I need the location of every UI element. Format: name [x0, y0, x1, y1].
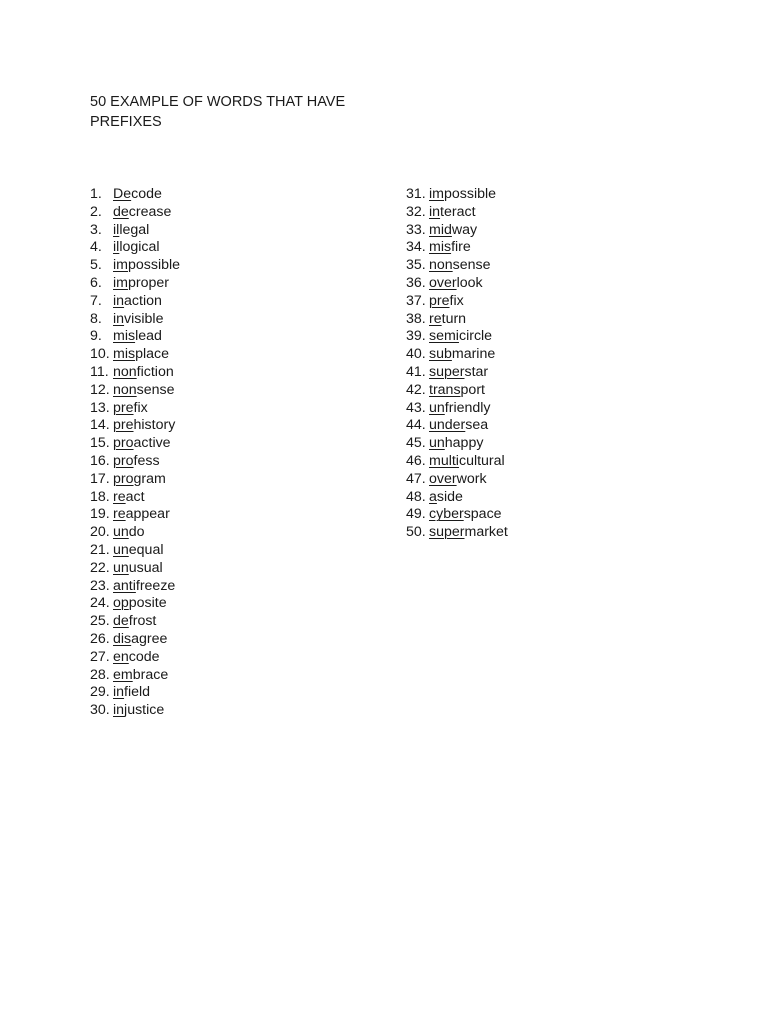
word-prefix: im: [113, 274, 128, 291]
item-number: 38.: [406, 310, 426, 327]
item-number: 48.: [406, 488, 426, 505]
item-number: 3.: [90, 221, 102, 238]
word-prefix: mis: [429, 239, 452, 256]
word-remainder: do: [128, 524, 145, 541]
item-number: 2.: [90, 203, 102, 220]
item-number: 24.: [90, 595, 110, 612]
word-remainder: side: [436, 488, 463, 505]
word-prefix: un: [113, 559, 129, 576]
list-item: [406, 311, 508, 329]
word-remainder: friendly: [444, 399, 491, 416]
word-prefix: un: [113, 524, 129, 541]
word-remainder: gram: [133, 470, 166, 487]
list-item: [90, 382, 180, 400]
item-number: 15.: [90, 435, 110, 452]
word-remainder: turn: [441, 310, 467, 327]
word-remainder: appear: [125, 506, 170, 523]
item-number: 11.: [90, 363, 109, 380]
list-item: [90, 364, 180, 382]
item-number: 9.: [90, 328, 102, 345]
list-item: [406, 257, 508, 275]
list-item: [90, 186, 180, 204]
word-remainder: happy: [444, 435, 484, 452]
item-number: 5.: [90, 257, 102, 274]
word-remainder: place: [135, 346, 169, 363]
word-prefix: il: [113, 239, 120, 256]
item-number: 12.: [90, 381, 110, 398]
list-item: [406, 346, 508, 364]
list-item: [90, 471, 180, 489]
item-number: 28.: [90, 666, 110, 683]
word-prefix: im: [429, 186, 444, 202]
word-prefix: in: [429, 203, 441, 220]
word-remainder: circle: [458, 328, 493, 345]
word-prefix: il: [113, 221, 120, 238]
word-remainder: fix: [449, 292, 464, 309]
word-remainder: crease: [128, 203, 172, 220]
word-remainder: justice: [124, 702, 165, 719]
word-remainder: agree: [131, 630, 168, 647]
list-item: [90, 702, 180, 720]
word-prefix: non: [429, 257, 453, 274]
word-prefix: sub: [429, 346, 452, 363]
list-item: [90, 684, 180, 702]
item-number: 41.: [406, 363, 426, 380]
word-remainder: work: [456, 470, 487, 487]
item-number: 36.: [406, 274, 426, 291]
word-prefix: op: [113, 595, 129, 612]
word-prefix: over: [429, 470, 457, 487]
word-remainder: freeze: [135, 577, 176, 594]
list-item: [90, 578, 180, 596]
word-prefix: trans: [429, 381, 461, 398]
word-prefix: un: [429, 399, 445, 416]
word-prefix: en: [113, 648, 129, 665]
list-item: [90, 435, 180, 453]
item-number: 32.: [406, 203, 426, 220]
list-item: [90, 275, 180, 293]
word-prefix: super: [429, 524, 465, 541]
item-number: 39.: [406, 328, 426, 345]
item-number: 22.: [90, 559, 110, 576]
word-remainder: fix: [133, 399, 148, 416]
list-item: [90, 489, 180, 507]
word-remainder: posite: [128, 595, 167, 612]
word-remainder: usual: [128, 559, 163, 576]
item-number: 31.: [406, 186, 426, 202]
item-number: 45.: [406, 435, 426, 452]
list-item: [90, 453, 180, 471]
list-item: [90, 328, 180, 346]
word-remainder: way: [451, 221, 478, 238]
word-remainder: logical: [119, 239, 160, 256]
page-title: [90, 92, 410, 132]
word-prefix: in: [113, 310, 125, 327]
item-number: 20.: [90, 524, 110, 541]
word-remainder: port: [460, 381, 485, 398]
word-prefix: re: [113, 488, 126, 505]
list-item: [406, 453, 508, 471]
item-number: 50.: [406, 524, 426, 541]
item-number: 1.: [90, 186, 102, 202]
list-item: [406, 204, 508, 222]
list-item: [90, 542, 180, 560]
list-item: [90, 595, 180, 613]
item-number: 34.: [406, 239, 426, 256]
word-remainder: teract: [440, 203, 476, 220]
item-number: 14.: [90, 417, 110, 434]
list-item: [406, 293, 508, 311]
item-number: 49.: [406, 506, 426, 523]
list-item: [90, 293, 180, 311]
word-remainder: star: [464, 363, 489, 380]
word-remainder: action: [124, 292, 162, 309]
word-remainder: sense: [452, 257, 491, 274]
list-item: [90, 346, 180, 364]
word-remainder: fess: [133, 452, 160, 469]
item-number: 17.: [90, 470, 110, 487]
word-prefix: anti: [113, 577, 136, 594]
list-item: [406, 186, 508, 204]
word-remainder: market: [464, 524, 508, 541]
word-prefix: im: [113, 257, 128, 274]
item-number: 4.: [90, 239, 102, 256]
item-number: 47.: [406, 470, 426, 487]
list-item: [406, 417, 508, 435]
item-number: 40.: [406, 346, 426, 363]
list-item: [406, 489, 508, 507]
list-item: [90, 417, 180, 435]
item-number: 43.: [406, 399, 426, 416]
list-item: [406, 328, 508, 346]
word-prefix: re: [113, 506, 126, 523]
word-prefix: under: [429, 417, 466, 434]
word-remainder: history: [133, 417, 176, 434]
list-item: [90, 667, 180, 685]
item-number: 29.: [90, 684, 110, 701]
word-prefix: mis: [113, 328, 136, 345]
title-line-1: 50 EXAMPLE OF WORDS THAT HAVE: [90, 94, 346, 110]
word-list-column-1: [90, 186, 180, 720]
list-item: [406, 400, 508, 418]
word-prefix: pre: [113, 399, 134, 416]
list-item: [406, 506, 508, 524]
word-remainder: code: [131, 186, 162, 202]
word-remainder: equal: [128, 541, 164, 558]
word-list-column-2: [406, 186, 508, 542]
item-number: 23.: [90, 577, 110, 594]
list-item: [90, 204, 180, 222]
word-prefix: multi: [429, 452, 459, 469]
word-prefix: semi: [429, 328, 459, 345]
word-remainder: visible: [124, 310, 164, 327]
word-prefix: in: [113, 292, 125, 309]
word-remainder: look: [456, 274, 483, 291]
word-prefix: super: [429, 363, 465, 380]
item-number: 13.: [90, 399, 110, 416]
word-prefix: em: [113, 666, 133, 683]
word-remainder: fire: [451, 239, 471, 256]
item-number: 26.: [90, 630, 110, 647]
list-item: [406, 382, 508, 400]
word-prefix: non: [113, 381, 137, 398]
list-item: [406, 275, 508, 293]
item-number: 18.: [90, 488, 110, 505]
title-line-2: PREFIXES: [90, 114, 162, 130]
item-number: 19.: [90, 506, 110, 523]
item-number: 42.: [406, 381, 426, 398]
word-remainder: space: [463, 506, 502, 523]
word-remainder: frost: [128, 613, 157, 630]
list-item: [90, 613, 180, 631]
list-item: [406, 364, 508, 382]
word-remainder: brace: [132, 666, 169, 683]
word-prefix: un: [429, 435, 445, 452]
item-number: 44.: [406, 417, 426, 434]
item-number: 25.: [90, 613, 110, 630]
list-item: [90, 524, 180, 542]
word-prefix: de: [113, 613, 129, 630]
item-number: 16.: [90, 452, 110, 469]
word-remainder: code: [128, 648, 160, 665]
word-prefix: pro: [113, 435, 134, 452]
word-prefix: dis: [113, 630, 132, 647]
item-number: 37.: [406, 292, 426, 309]
word-remainder: marine: [451, 346, 496, 363]
list-item: [90, 649, 180, 667]
word-prefix: non: [113, 363, 137, 380]
word-remainder: act: [125, 488, 145, 505]
item-number: 35.: [406, 257, 426, 274]
list-item: [90, 631, 180, 649]
word-prefix: pre: [113, 417, 134, 434]
list-item: [90, 311, 180, 329]
word-prefix: in: [113, 702, 125, 719]
item-number: 30.: [90, 702, 110, 719]
word-prefix: pre: [429, 292, 450, 309]
list-item: [406, 524, 508, 542]
word-remainder: legal: [119, 221, 150, 238]
list-item: [406, 471, 508, 489]
word-prefix: re: [429, 310, 442, 327]
word-remainder: sea: [465, 417, 489, 434]
list-item: [406, 239, 508, 257]
word-prefix: de: [113, 203, 129, 220]
list-item: [406, 435, 508, 453]
list-item: [406, 222, 508, 240]
list-item: [90, 560, 180, 578]
item-number: 8.: [90, 310, 102, 327]
word-remainder: sense: [136, 381, 175, 398]
word-prefix: in: [113, 684, 125, 701]
word-remainder: possible: [127, 257, 181, 274]
word-remainder: field: [124, 684, 151, 701]
word-prefix: cyber: [429, 506, 464, 523]
word-remainder: possible: [443, 186, 497, 202]
word-prefix: pro: [113, 470, 134, 487]
word-remainder: fiction: [136, 363, 174, 380]
list-item: [90, 222, 180, 240]
word-prefix: mis: [113, 346, 136, 363]
word-remainder: proper: [127, 274, 169, 291]
item-number: 10.: [90, 346, 110, 363]
list-item: [90, 400, 180, 418]
word-remainder: cultural: [458, 452, 505, 469]
word-remainder: active: [133, 435, 171, 452]
list-item: [90, 257, 180, 275]
list-item: [90, 239, 180, 257]
word-remainder: lead: [135, 328, 162, 345]
word-prefix: De: [113, 186, 132, 202]
item-number: 27.: [90, 648, 110, 665]
item-number: 33.: [406, 221, 426, 238]
word-prefix: un: [113, 541, 129, 558]
item-number: 46.: [406, 452, 426, 469]
word-prefix: a: [429, 488, 437, 505]
word-prefix: over: [429, 274, 457, 291]
item-number: 7.: [90, 292, 102, 309]
item-number: 6.: [90, 274, 102, 291]
list-item: [90, 506, 180, 524]
item-number: 21.: [90, 541, 110, 558]
word-prefix: mid: [429, 221, 452, 238]
word-prefix: pro: [113, 452, 134, 469]
